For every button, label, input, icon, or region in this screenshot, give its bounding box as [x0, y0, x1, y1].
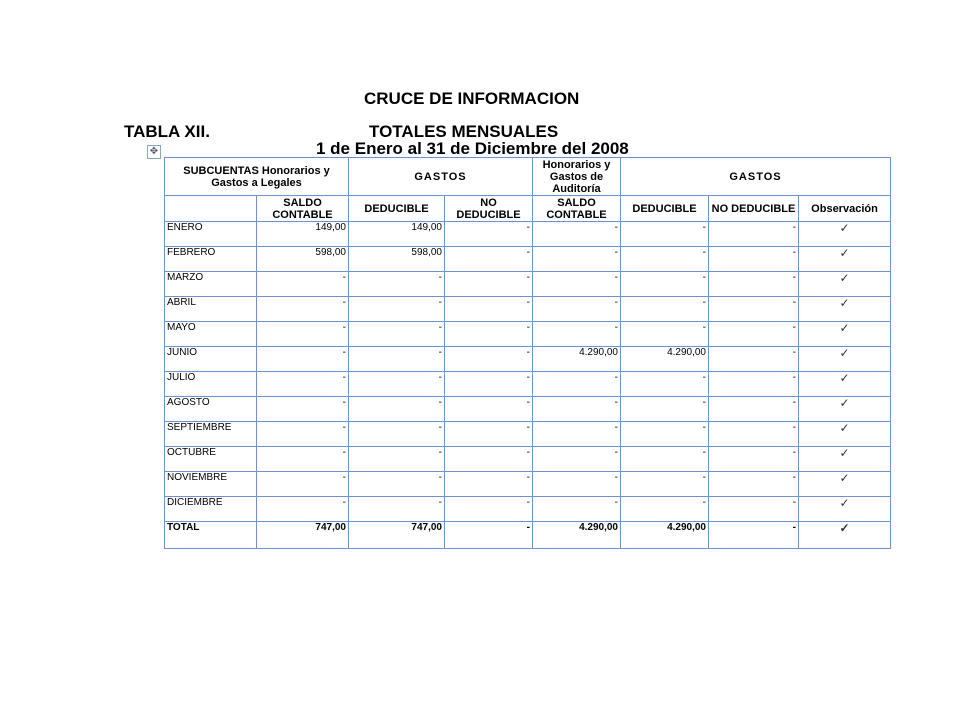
value-cell: -	[349, 422, 445, 447]
month-cell: SEPTIEMBRE	[165, 422, 257, 447]
value-cell: -	[445, 422, 533, 447]
month-cell: FEBRERO	[165, 247, 257, 272]
table-subtitle: TOTALES MENSUALES	[369, 122, 559, 141]
value-cell: 4.290,00	[533, 522, 621, 549]
value-cell: -	[349, 272, 445, 297]
value-cell: -	[257, 372, 349, 397]
value-cell: -	[445, 247, 533, 272]
header-saldo-contable-2: SALDO CONTABLE	[533, 196, 621, 222]
value-cell: -	[709, 347, 799, 372]
value-cell: -	[533, 372, 621, 397]
value-cell: -	[621, 222, 709, 247]
value-cell: -	[621, 397, 709, 422]
value-cell: -	[349, 347, 445, 372]
value-cell: 598,00	[349, 247, 445, 272]
month-cell: NOVIEMBRE	[165, 472, 257, 497]
value-cell: -	[445, 497, 533, 522]
check-icon: ✓	[799, 422, 891, 447]
value-cell: -	[709, 247, 799, 272]
value-cell: -	[533, 297, 621, 322]
value-cell: -	[533, 272, 621, 297]
value-cell: 747,00	[257, 522, 349, 549]
month-cell: JULIO	[165, 372, 257, 397]
header-deducible-2: DEDUCIBLE	[621, 196, 709, 222]
move-icon[interactable]: ✥	[147, 145, 161, 159]
table-row	[165, 322, 891, 347]
check-icon: ✓	[799, 372, 891, 397]
value-cell: -	[257, 297, 349, 322]
check-icon: ✓	[799, 397, 891, 422]
table-row	[165, 422, 891, 447]
value-cell: -	[349, 497, 445, 522]
table-label: TABLA XII.	[124, 122, 210, 141]
value-cell: -	[533, 447, 621, 472]
value-cell: -	[445, 222, 533, 247]
header-subcuentas: SUBCUENTAS Honorarios y Gastos a Legales	[165, 158, 349, 196]
value-cell: 598,00	[257, 247, 349, 272]
value-cell: -	[257, 497, 349, 522]
value-cell: -	[621, 372, 709, 397]
value-cell: -	[445, 372, 533, 397]
value-cell: -	[621, 497, 709, 522]
value-cell: -	[621, 247, 709, 272]
total-row	[165, 522, 891, 549]
table-row	[165, 297, 891, 322]
value-cell: -	[445, 472, 533, 497]
month-cell: AGOSTO	[165, 397, 257, 422]
header-no-deducible-1: NO DEDUCIBLE	[445, 196, 533, 222]
header-blank	[165, 196, 257, 222]
monthly-totals-table	[164, 157, 891, 549]
value-cell: -	[533, 422, 621, 447]
value-cell: -	[621, 447, 709, 472]
month-cell: MAYO	[165, 322, 257, 347]
month-cell: OCTUBRE	[165, 447, 257, 472]
check-icon: ✓	[799, 522, 891, 549]
month-cell: ENERO	[165, 222, 257, 247]
value-cell: 4.290,00	[533, 347, 621, 372]
value-cell: -	[709, 397, 799, 422]
month-cell: MARZO	[165, 272, 257, 297]
table-row	[165, 497, 891, 522]
table-row	[165, 397, 891, 422]
check-icon: ✓	[799, 497, 891, 522]
value-cell: -	[257, 347, 349, 372]
check-icon: ✓	[799, 222, 891, 247]
value-cell: -	[445, 522, 533, 549]
value-cell: 4.290,00	[621, 347, 709, 372]
value-cell: -	[709, 472, 799, 497]
value-cell: -	[349, 472, 445, 497]
value-cell: -	[257, 472, 349, 497]
value-cell: -	[709, 522, 799, 549]
footer-text-fragment: . . . . . . . . . . . . . . . . . . . . . . . . . . . . .	[484, 560, 627, 566]
header-gastos-1: GASTOS	[349, 158, 533, 196]
value-cell: -	[709, 222, 799, 247]
table-row	[165, 222, 891, 247]
value-cell: -	[349, 372, 445, 397]
value-cell: -	[621, 422, 709, 447]
table-row	[165, 347, 891, 372]
header-no-deducible-2: NO DEDUCIBLE	[709, 196, 799, 222]
value-cell: -	[445, 447, 533, 472]
page-title: CRUCE DE INFORMACION	[364, 89, 580, 108]
check-icon: ✓	[799, 472, 891, 497]
month-cell: JUNIO	[165, 347, 257, 372]
header-observacion: Observación	[799, 196, 891, 222]
value-cell: -	[621, 297, 709, 322]
value-cell: -	[621, 472, 709, 497]
value-cell: -	[349, 397, 445, 422]
value-cell: -	[621, 272, 709, 297]
value-cell: -	[533, 472, 621, 497]
month-cell: TOTAL	[165, 522, 257, 549]
table-row	[165, 247, 891, 272]
value-cell: -	[257, 272, 349, 297]
check-icon: ✓	[799, 247, 891, 272]
header-gastos-2: GASTOS	[621, 158, 891, 196]
month-cell: DICIEMBRE	[165, 497, 257, 522]
table-period: 1 de Enero al 31 de Diciembre del 2008	[316, 139, 629, 158]
month-cell: ABRIL	[165, 297, 257, 322]
table-row	[165, 447, 891, 472]
value-cell: -	[257, 397, 349, 422]
header-saldo-contable-1: SALDO CONTABLE	[257, 196, 349, 222]
check-icon: ✓	[799, 322, 891, 347]
table-row	[165, 472, 891, 497]
value-cell: -	[257, 422, 349, 447]
value-cell: -	[445, 397, 533, 422]
check-icon: ✓	[799, 447, 891, 472]
value-cell: -	[349, 447, 445, 472]
header-honorarios-auditoria: Honorarios y Gastos de Auditoría	[533, 158, 621, 196]
value-cell: -	[349, 322, 445, 347]
value-cell: -	[533, 497, 621, 522]
value-cell: 149,00	[349, 222, 445, 247]
value-cell: 747,00	[349, 522, 445, 549]
value-cell: -	[621, 322, 709, 347]
value-cell: -	[709, 497, 799, 522]
table-row	[165, 272, 891, 297]
value-cell: -	[445, 297, 533, 322]
value-cell: -	[533, 397, 621, 422]
value-cell: -	[445, 322, 533, 347]
value-cell: -	[709, 422, 799, 447]
value-cell: -	[257, 447, 349, 472]
value-cell: -	[709, 447, 799, 472]
check-icon: ✓	[799, 347, 891, 372]
value-cell: -	[445, 272, 533, 297]
value-cell: -	[445, 347, 533, 372]
value-cell: -	[709, 372, 799, 397]
header-deducible-1: DEDUCIBLE	[349, 196, 445, 222]
table-row	[165, 372, 891, 397]
check-icon: ✓	[799, 272, 891, 297]
value-cell: -	[709, 297, 799, 322]
value-cell: -	[533, 247, 621, 272]
check-icon: ✓	[799, 297, 891, 322]
value-cell: -	[533, 222, 621, 247]
value-cell: -	[709, 272, 799, 297]
value-cell: -	[533, 322, 621, 347]
value-cell: 149,00	[257, 222, 349, 247]
value-cell: -	[257, 322, 349, 347]
value-cell: 4.290,00	[621, 522, 709, 549]
value-cell: -	[349, 297, 445, 322]
value-cell: -	[709, 322, 799, 347]
